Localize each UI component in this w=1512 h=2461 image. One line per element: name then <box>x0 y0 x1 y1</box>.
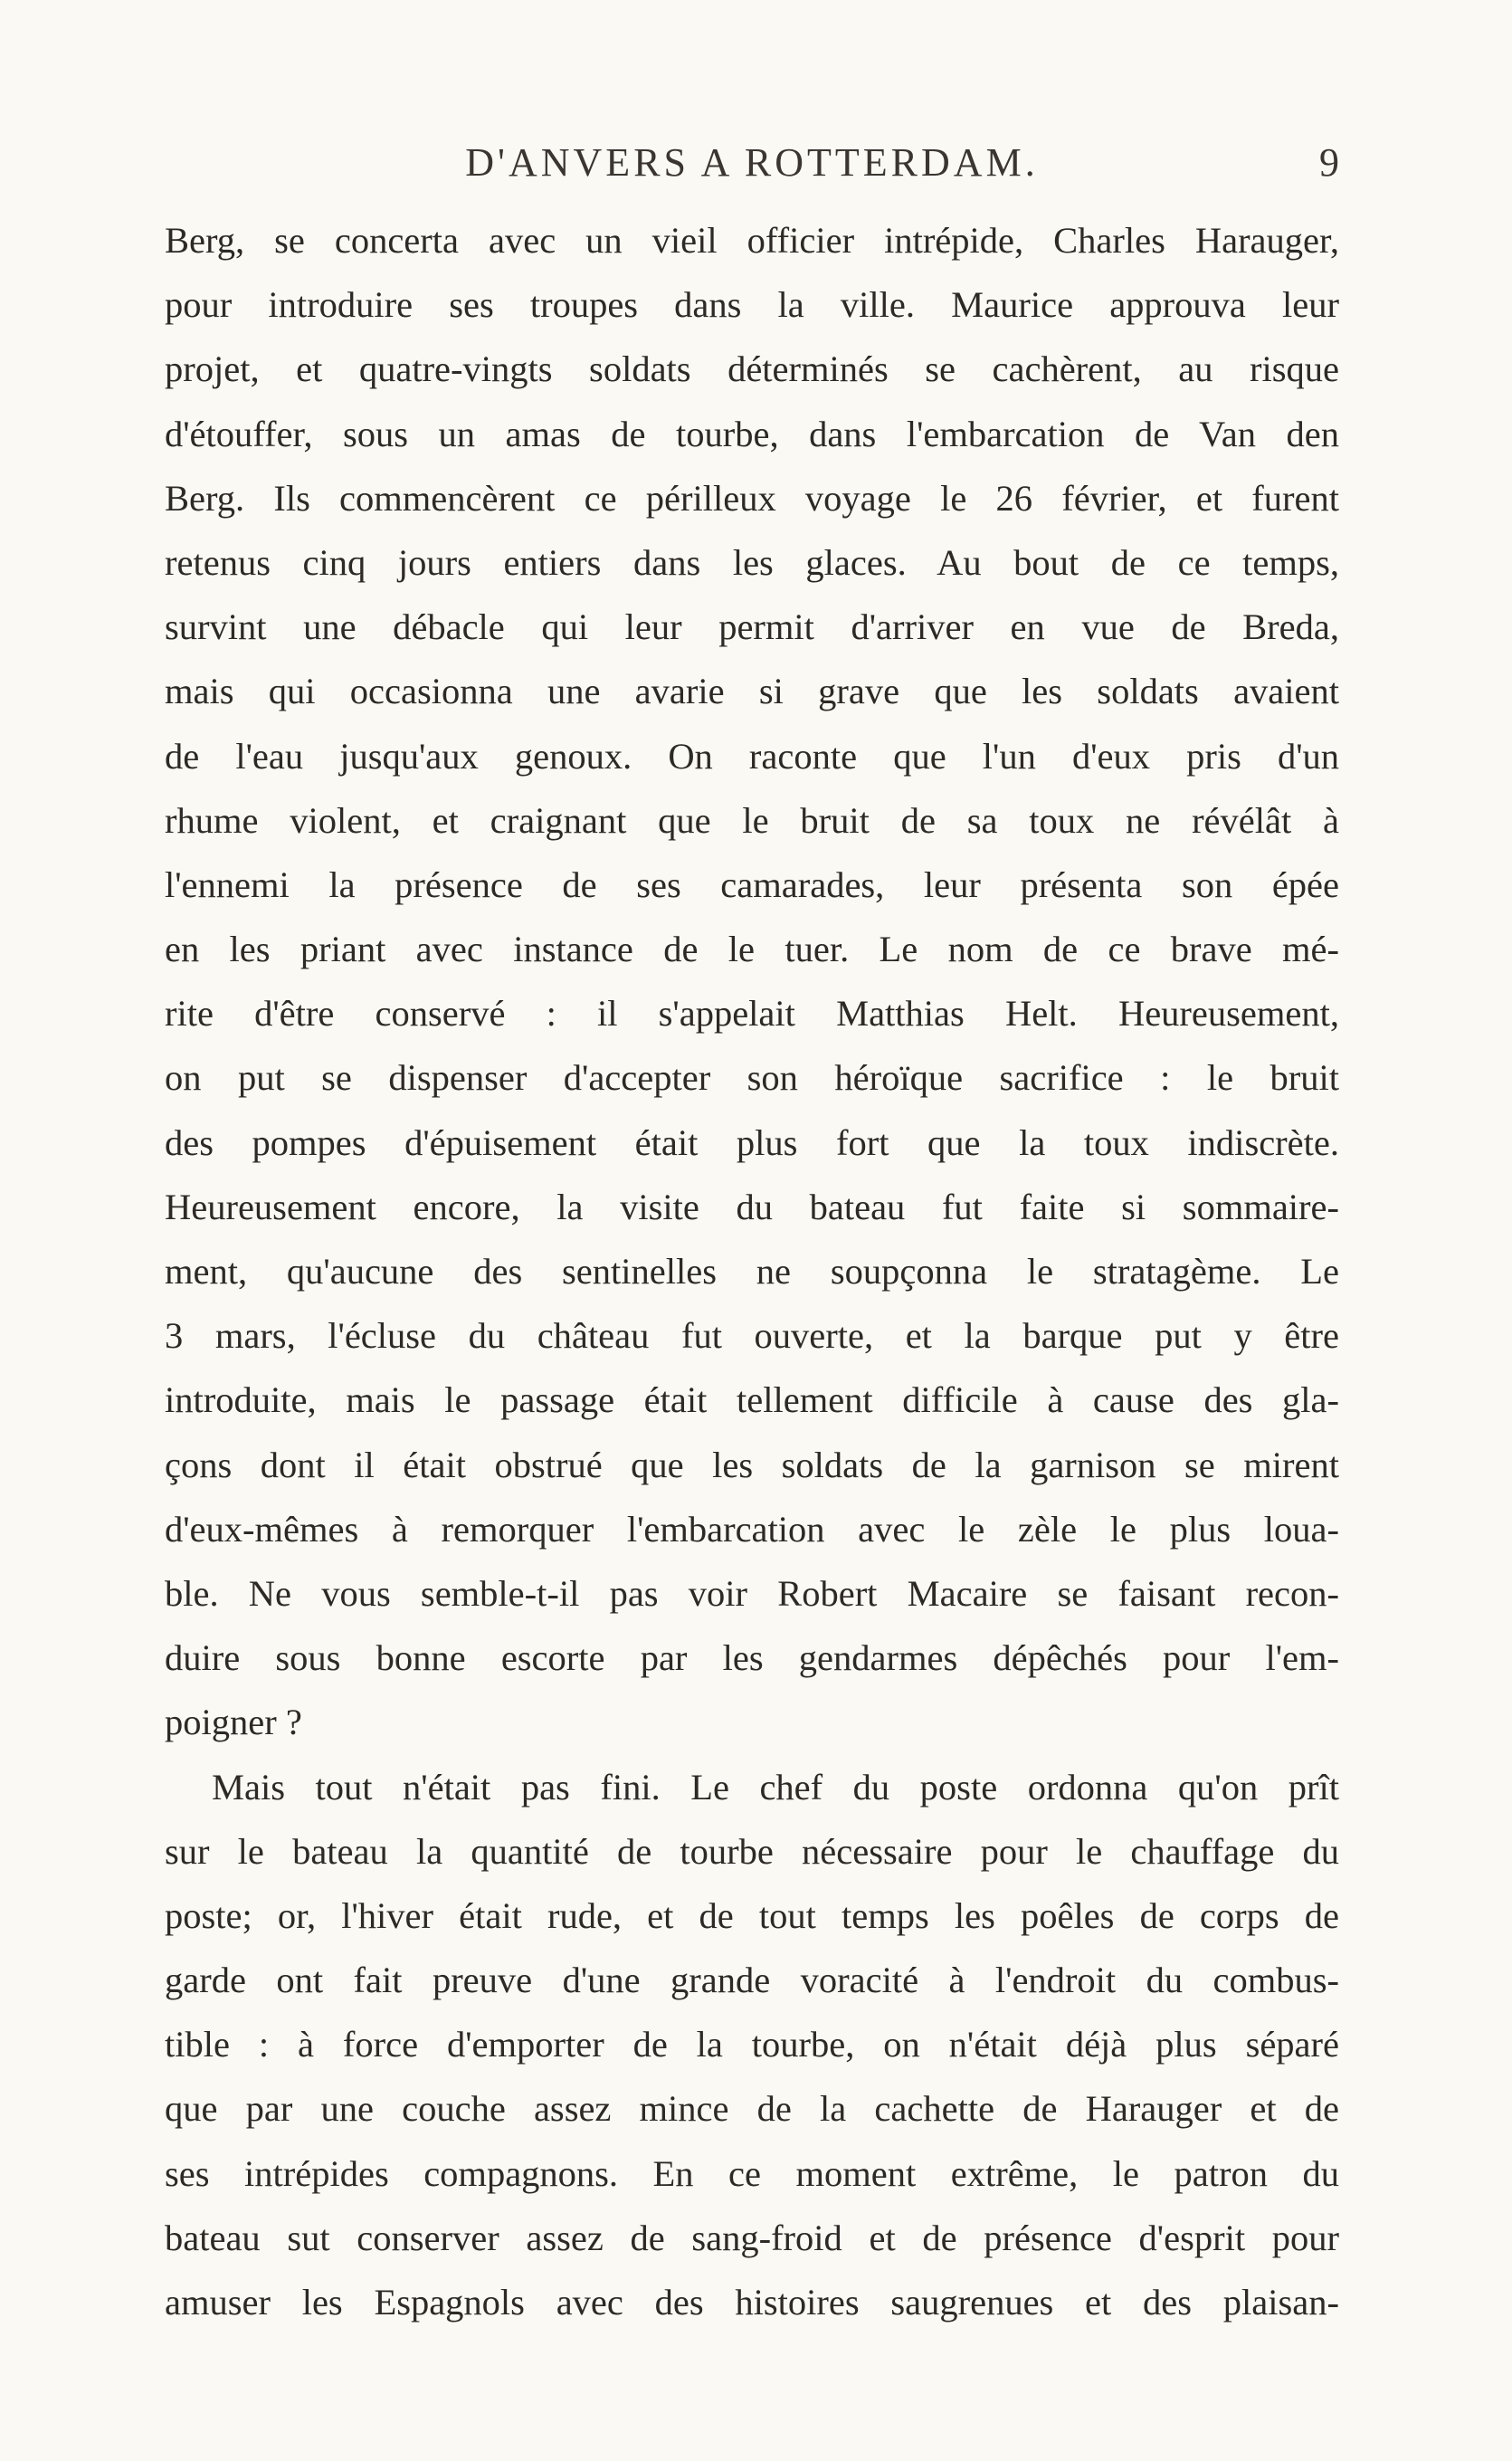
text-line: projet, et quatre-vingts soldats déterminés se cachèrent, au risque <box>165 348 1339 390</box>
text-line: 3 mars, l'écluse du château fut ouverte, et la barque put y être <box>165 1315 1339 1357</box>
text-line: on put se dispenser d'accepter son héroïque sacrifice : le bruit <box>165 1057 1339 1099</box>
text-line: garde ont fait preuve d'une grande voracité à l'endroit du combus- <box>165 1960 1339 2001</box>
text-line: Berg, se concerta avec un vieil officier intrépide, Charles Harauger, <box>165 220 1339 261</box>
text-line: çons dont il était obstrué que les soldats de la garnison se mirent <box>165 1444 1339 1485</box>
text-line: duire sous bonne escorte par les gendarmes dépêchés pour l'em- <box>165 1637 1339 1679</box>
text-line: rite d'être conservé : il s'appelait Matthias Helt. Heureusement, <box>165 993 1339 1035</box>
text-line: pour introduire ses troupes dans la ville. Maurice approuva leur <box>165 284 1339 326</box>
text-line: survint une débacle qui leur permit d'arriver en vue de Breda, <box>165 606 1339 648</box>
page-number: 9 <box>1319 140 1339 185</box>
text-line: introduite, mais le passage était tellement difficile à cause des gla- <box>165 1379 1339 1421</box>
text-line: ble. Ne vous semble-t-il pas voir Robert Macaire se faisant recon- <box>165 1572 1339 1614</box>
running-title: D'ANVERS A ROTTERDAM. <box>465 140 1039 185</box>
text-line: d'étouffer, sous un amas de tourbe, dans l'embarcation de Van den <box>165 413 1339 454</box>
text-line: ment, qu'aucune des sentinelles ne soupçonna le stratagème. Le <box>165 1251 1339 1292</box>
text-line: mais qui occasionna une avarie si grave que les soldats avaient <box>165 671 1339 712</box>
text-line: que par une couche assez mince de la cachette de Harauger et de <box>165 2088 1339 2130</box>
text-line: poste; or, l'hiver était rude, et de tout temps les poêles de corps de <box>165 1894 1339 1936</box>
text-line: l'ennemi la présence de ses camarades, leur présenta son épée <box>165 863 1339 905</box>
text-line: amuser les Espagnols avec des histoires saugrenues et des plaisan- <box>165 2282 1339 2323</box>
text-line: Berg. Ils commencèrent ce périlleux voyage le 26 février, et furent <box>165 477 1339 519</box>
text-line: rhume violent, et craignant que le bruit de sa toux ne révélât à <box>165 799 1339 841</box>
text-line: de l'eau jusqu'aux genoux. On raconte que l'un d'eux pris d'un <box>165 735 1339 777</box>
text-line: tible : à force d'emporter de la tourbe, on n'était déjà plus séparé <box>165 2024 1339 2065</box>
text-line: bateau sut conserver assez de sang-froid et de présence d'esprit pour <box>165 2217 1339 2258</box>
text-line: Heureusement encore, la visite du bateau fut faite si sommaire- <box>165 1186 1339 1227</box>
running-head <box>165 136 1339 199</box>
text-line: retenus cinq jours entiers dans les glaces. Au bout de ce temps, <box>165 541 1339 583</box>
text-line: poigner ? <box>165 1702 302 1743</box>
text-line: sur le bateau la quantité de tourbe nécessaire pour le chauffage du <box>165 1830 1339 1872</box>
text-line: ses intrépides compagnons. En ce moment extrême, le patron du <box>165 2152 1339 2194</box>
text-line: Mais tout n'était pas fini. Le chef du poste ordonna qu'on prît <box>212 1766 1339 1808</box>
text-line: d'eux-mêmes à remorquer l'embarcation avec le zèle le plus loua- <box>165 1508 1339 1550</box>
body-text <box>165 208 1339 2334</box>
text-line: en les priant avec instance de le tuer. Le nom de ce brave mé- <box>165 929 1339 970</box>
text-line: des pompes d'épuisement était plus fort que la toux indiscrète. <box>165 1121 1339 1163</box>
